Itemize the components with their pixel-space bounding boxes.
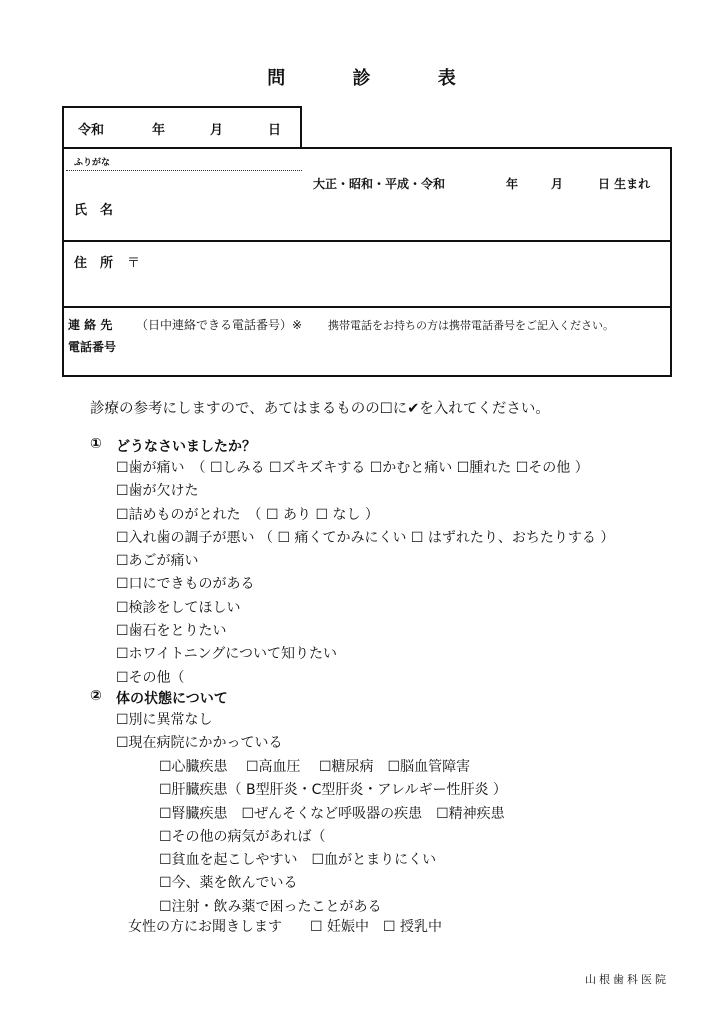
birth-year: 年 [506, 177, 519, 191]
checklist-item[interactable]: ☐今、薬を飲んでいる [159, 875, 298, 892]
postal-mark: 〒 [127, 256, 141, 271]
page-title [0, 64, 724, 90]
checklist-item[interactable]: ☐注射・飲み薬で困ったことがある [159, 898, 382, 915]
date-month: 月 [210, 123, 224, 138]
furigana-line [66, 170, 302, 171]
checklist-item[interactable]: ☐その他の病気があれば（ [159, 828, 326, 845]
checklist-item[interactable]: ☐歯が欠けた [116, 483, 199, 500]
section1-title: どうなさいましたか？ [116, 439, 256, 455]
date-era: 令和 [78, 123, 105, 138]
section1-list [116, 457, 614, 690]
birth-day-suffix: 日 生まれ [598, 177, 651, 191]
checklist-item[interactable]: ☐肝臓疾患（ B型肝炎・C型肝炎・アレルギー性肝炎 ） [159, 782, 507, 799]
checklist-item[interactable]: ☐別に異常なし [116, 712, 213, 728]
checklist-item[interactable]: ☐ホワイトニングについて知りたい [116, 646, 338, 663]
checklist-item[interactable]: ☐検診をしてほしい [116, 599, 241, 616]
checklist-item[interactable]: ☐現在病院にかかっている [116, 735, 283, 752]
furigana-label: ふりがな [74, 158, 111, 168]
date-day: 日 [268, 123, 282, 138]
section2-title: 体の状態について [116, 691, 228, 707]
address-label: 住 所 [74, 256, 114, 271]
women-question[interactable]: 女性の方にお聞きします ☐ 妊娠中 ☐ 授乳中 [128, 919, 443, 935]
checklist-item[interactable]: ☐腎臓疾患 ☐ぜんそくなど呼吸器の疾患 ☐精神疾患 [159, 805, 505, 822]
checklist-item[interactable]: ☐心臓疾患 ☐高血圧 ☐糖尿病 ☐脳血管障害 [159, 759, 471, 775]
mobile-note: 携帯電話をお持ちの方は携帯電話番号をご記入ください。 [328, 319, 614, 332]
instruction-text: 診療の参考にしますので、あてはまるものの☐に✔を入れてください。 [90, 401, 550, 417]
title-char: 診 [352, 68, 372, 89]
divider [62, 306, 672, 308]
date-year: 年 [152, 123, 166, 138]
checklist-item[interactable]: ☐詰めものがとれた （ ☐ あり ☐ なし ） [116, 506, 379, 523]
title-char: 問 [267, 68, 287, 89]
section2-list [116, 709, 283, 756]
divider [62, 240, 672, 242]
checklist-item[interactable]: ☐歯石をとりたい [116, 623, 227, 640]
title-char: 表 [437, 68, 457, 89]
checklist-item[interactable]: ☐口にできものがある [116, 576, 255, 593]
checklist-item[interactable]: ☐その他（ [116, 669, 185, 686]
birth-month: 月 [551, 177, 564, 191]
section1-number: ① [90, 436, 102, 452]
checklist-item[interactable]: ☐あごが痛い [116, 553, 199, 570]
section2-sublist [159, 756, 507, 919]
contact-label: 連 絡 先 [68, 318, 113, 332]
phone-label: 電話番号 [68, 340, 117, 354]
checklist-item[interactable]: ☐歯が痛い （ ☐しみる ☐ズキズキする ☐かむと痛い ☐腫れた ☐その他 ） [116, 460, 589, 476]
clinic-name: 山根歯科医院 [585, 973, 669, 986]
checklist-item[interactable]: ☐入れ歯の調子が悪い （ ☐ 痛くてかみにくい ☐ はずれたり、おちたりする ） [116, 529, 615, 546]
birth-eras: 大正・昭和・平成・令和 [313, 177, 446, 191]
checklist-item[interactable]: ☐貧血を起こしやすい ☐血がとまりにくい [159, 852, 437, 869]
contact-note: （日中連絡できる電話番号）※ [136, 318, 303, 332]
name-label: 氏 名 [74, 203, 114, 218]
section2-number: ② [90, 688, 102, 704]
